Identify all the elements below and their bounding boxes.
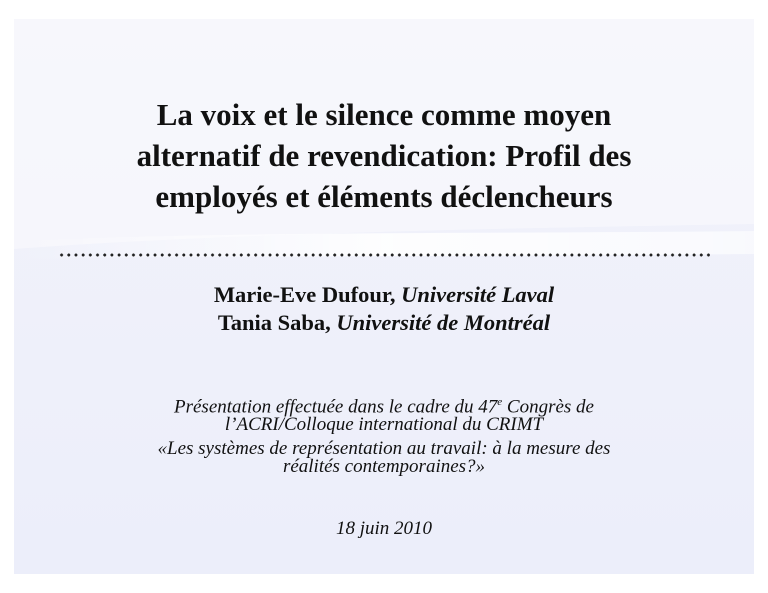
ordinal-superscript: e	[497, 396, 503, 408]
author-1	[54, 281, 714, 309]
author-2	[54, 309, 714, 337]
author-1-affiliation: Université Laval	[401, 282, 555, 307]
author-1-name: Marie-Eve Dufour,	[213, 282, 396, 307]
presentation-line1: Présentation effectuée dans le cadre du 47	[174, 396, 498, 418]
author-2-name: Tania Saba,	[217, 310, 331, 335]
author-2-affiliation: Université de Montréal	[336, 310, 551, 335]
conference-theme	[44, 440, 724, 476]
authors	[54, 281, 714, 337]
slide	[14, 19, 754, 574]
presentation-context	[44, 393, 724, 434]
presentation-line1-end: Congrès de	[502, 396, 594, 418]
theme-line2: réalités contemporaines?»	[282, 456, 486, 478]
slide-title: La voix et le silence comme moyen alternatif de revendication: Profil des employés et éléments déclencheurs	[136, 97, 632, 214]
presentation-date: 18 juin 2010	[335, 518, 433, 539]
presentation-info	[44, 393, 724, 482]
theme-line1: «Les systèmes de représentation au travail: à la mesure des	[157, 438, 611, 460]
presentation-line2: l’ACRI/Colloque international du CRIMT	[224, 414, 544, 436]
dotted-divider	[58, 252, 710, 258]
